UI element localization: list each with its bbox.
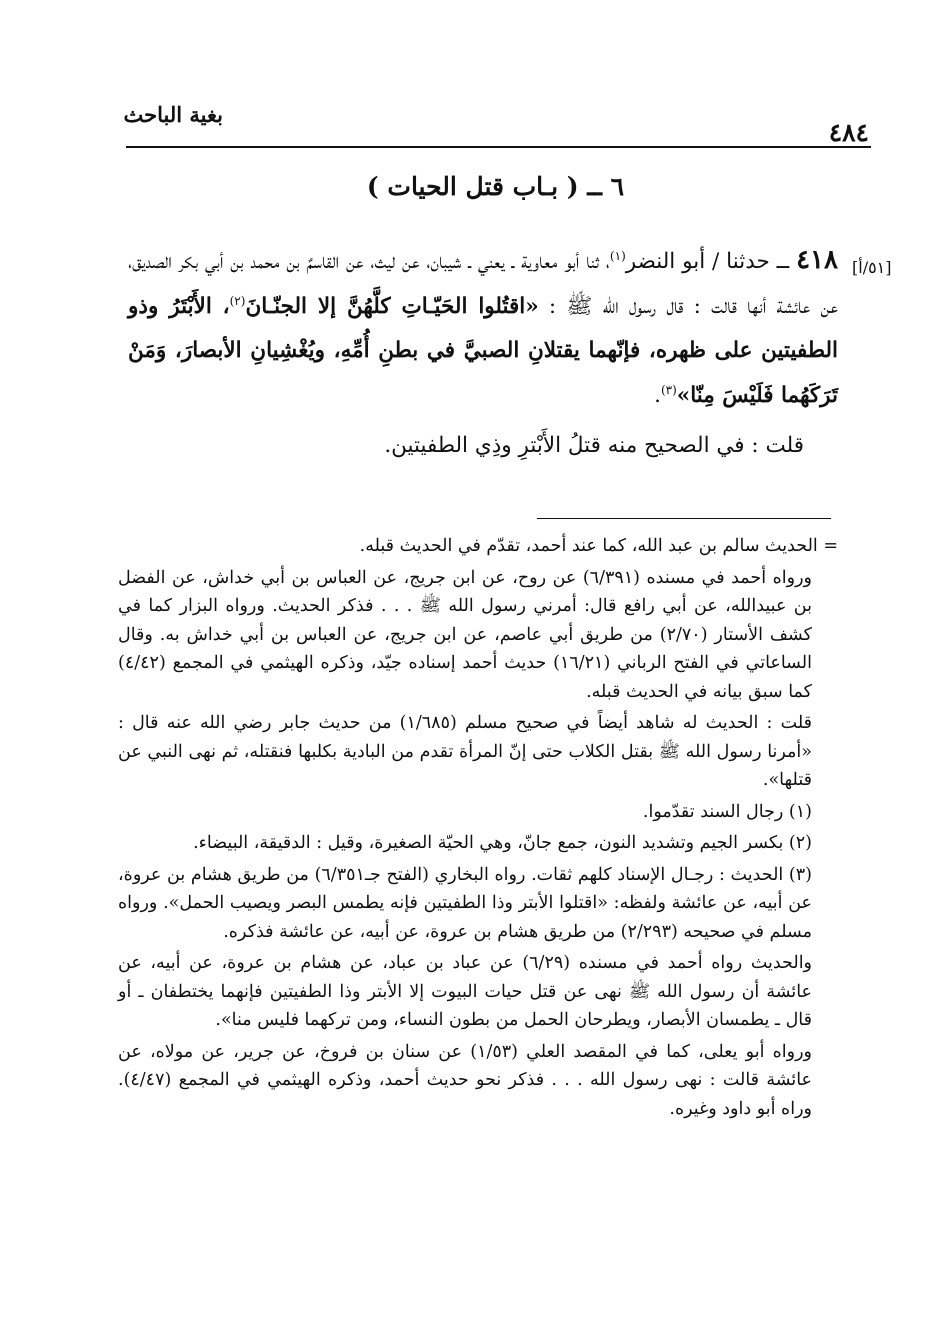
- hadith-text: [128, 238, 838, 418]
- footnote-2: (٢) بكسر الجيم وتشديد النون، جمع جانّ، وهي الحيّة الصغيرة، وقيل : الدقيقة، البيضاء.: [193, 833, 812, 853]
- footnotes-section: [118, 532, 838, 1126]
- footnote-3: (٣) الحديث : رجـال الإسناد كلهم ثقات. رواه البخاري (الفتح جـ٦/٣٥١) من طريق هشام بن عروة، عن أبيه، عن عائشة ولفظه: «اقتلوا الأبتر وذا الطفيتين فإنه يطمس البصر ويصيب الحمل». ورواه مسلم في صحيحه (٢/٢٩٣) من طريق هشام بن عروة، عن أبيه، عن عائشة فذكره.: [118, 864, 812, 942]
- hadith-body: [128, 238, 838, 469]
- editor-note: قلت : في الصحيح منه قتلُ الأَبْترِ وذِي الطفيتين.: [384, 433, 804, 458]
- running-header-title: بغية الباحث: [123, 102, 223, 127]
- footnote-marker-2: (٢): [229, 293, 246, 308]
- header-rule: [126, 146, 871, 148]
- hadith-chain: ، ثنا أبو معاوية ـ يعني ـ شيبان، عن ليث، عن القاسمٌ بن محمد بن أبي بكر الصديق، عن عائشة أنها قالت : قال رسول الله ﷺ :: [128, 249, 838, 319]
- hadith-end-punct: .: [654, 382, 661, 408]
- hadith-number: ٤١٨: [796, 245, 838, 275]
- page-number: ٤٨٤: [828, 118, 869, 147]
- footnote-marker-1: (١): [609, 248, 626, 263]
- footnote-paragraph: قلت : الحديث له شاهد أيضاً في صحيح مسلم (١/٦٨٥) من حديث جابر رضي الله عنه قال : «أمرنا رسول الله ﷺ بقتل الكلاب حتى إنّ المرأة تقدم من البادية بكلبها فنقتله، ثم نهى النبي عن قتلها».: [118, 713, 812, 790]
- footnote-separator: [537, 518, 831, 519]
- footnote-paragraph: ورواه أحمد في مسنده (٦/٣٩١) عن روح، عن ابن جريج، عن العباس بن أبي خداش، عن الفضل بن عبيدالله، عن أبي رافع قال: أمرني رسول الله ﷺ . . . فذكر الحديث. ورواه البزار كما في كشف الأستار (٢/٧٠) من طريق أبي عاصم، عن ابن جريج، عن العباس بن أبي خداش به. وقال الساعاتي في الفتح الرباني (١٦/٢١) حديث أحمد إسناده جيّد، وذكره الهيثمي في المجمع (٤/٤٢) كما سبق بيانه في الحديث قبله.: [118, 567, 812, 702]
- footnote-paragraph: والحديث رواه أحمد في مسنده (٦/٢٩) عن عباد بن عباد، عن هشام بن عروة، عن أبيه، عن عائشة أن رسول الله ﷺ نهى عن قتل حيات البيوت إلا الأبتر وذا الطفيتين فإنهما يختطفان ـ أو قال ـ يطمسان الأبصار، ويطرحان الحمل من بطون النساء، ومن تركهما فليس منا».: [118, 953, 813, 1030]
- hadith-quote-b: ، الأَبْتَرُ وذو الطفيتين على ظهره، فإنّهما يقتلانِ الصبيَّ في بطنِ أُمِّهِ، ويُغْشِيانِ الأبصارَ، وَمَنْ تَرَكَهُما فَلَيْسَ مِنّا»: [128, 293, 838, 408]
- chapter-heading: ٦ ــ ( بـاب قتل الحيات ): [366, 172, 625, 201]
- hadith-chain-start: ــ حدثنا / أبو النضر: [625, 249, 797, 274]
- footnote-1: (١) رجال السند تقدّموا.: [642, 801, 812, 822]
- hadith-quote-a: «اقتُلوا الحَيّـاتِ كلَّهُنَّ إلا الجنّـانَ: [245, 293, 539, 319]
- footnote-paragraph: ورواه أبو يعلى، كما في المقصد العلي (١/٥٣) عن سنان بن فروخ، عن جرير، عن مولاه، عن عائشة قالت : نهى رسول الله . . . فذكر نحو حديث أحمد، وذكره الهيثمي في المجمع (٤/٤٧). وراه أبو داود وغيره.: [118, 1041, 812, 1119]
- manuscript-folio-reference: [٥١/أ]: [852, 258, 892, 277]
- footnote-continuation: = الحديث سالم بن عبد الله، كما عند أحمد، تقدّم في الحديث قبله.: [359, 536, 838, 556]
- footnote-marker-3: (٣): [660, 382, 677, 397]
